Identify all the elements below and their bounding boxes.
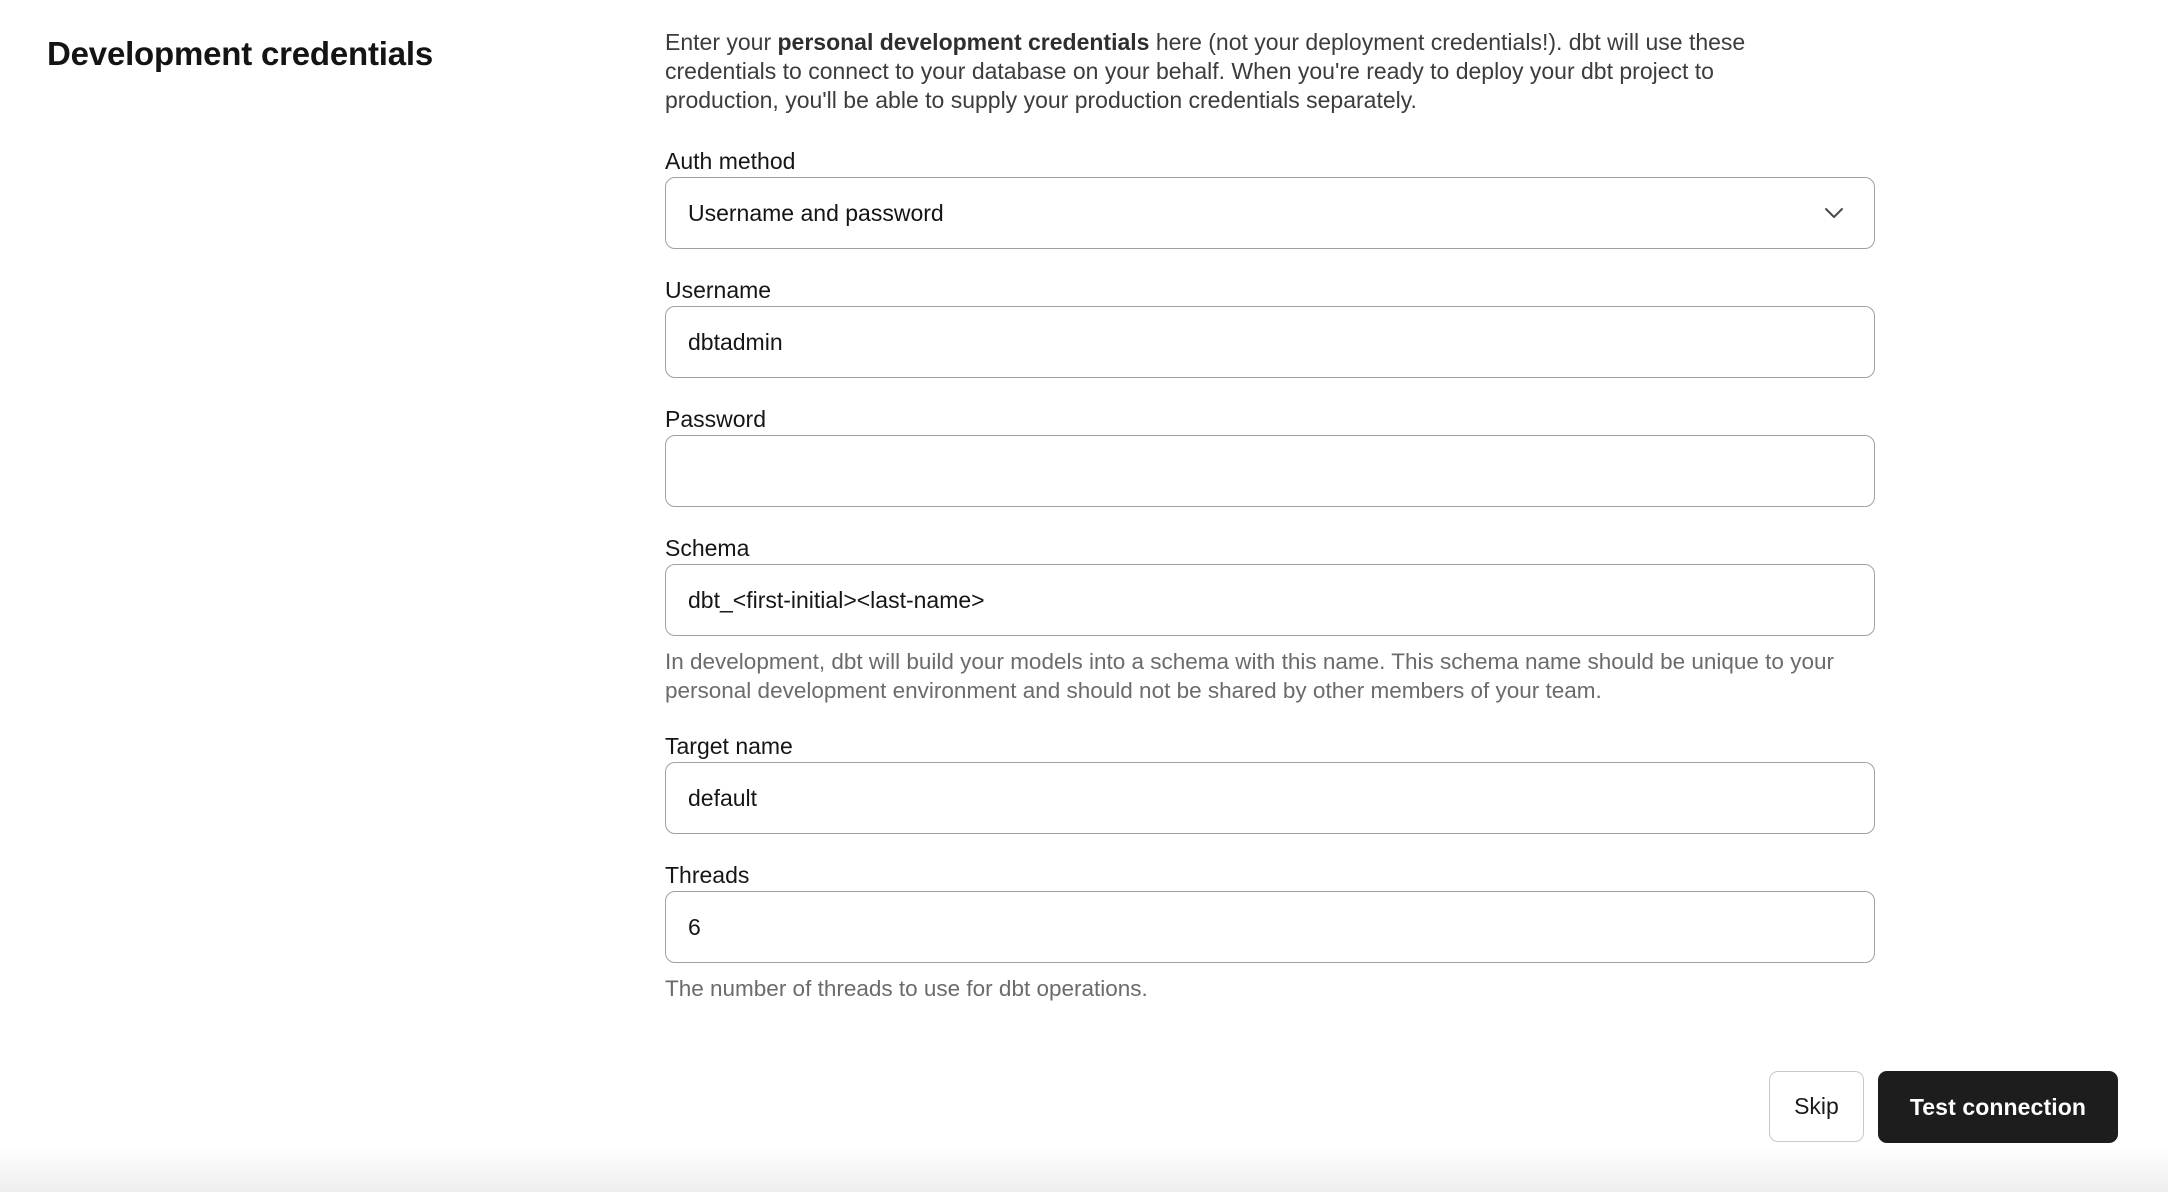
target-name-label: Target name [665, 733, 793, 759]
target-name-field-group [665, 733, 1875, 834]
threads-helper-text: The number of threads to use for dbt operations. [665, 976, 1148, 1001]
auth-method-label: Auth method [665, 148, 796, 174]
form-actions [1769, 1071, 2118, 1143]
username-field-group [665, 277, 1875, 378]
password-label: Password [665, 406, 766, 432]
schema-field-group [665, 535, 1875, 705]
threads-input[interactable] [665, 891, 1875, 963]
page-title: Development credentials [47, 35, 434, 72]
footer-gradient [0, 1146, 2168, 1192]
schema-input[interactable] [665, 564, 1875, 636]
credentials-form [665, 28, 1875, 1031]
password-field-group [665, 406, 1875, 507]
skip-button[interactable]: Skip [1769, 1071, 1864, 1142]
password-input[interactable] [665, 435, 1875, 507]
auth-method-field [665, 148, 1875, 249]
auth-method-select[interactable] [665, 177, 1875, 249]
chevron-down-icon [1824, 207, 1844, 219]
target-name-input[interactable] [665, 762, 1875, 834]
username-input[interactable] [665, 306, 1875, 378]
username-label: Username [665, 277, 772, 303]
description-text-pre: Enter your [665, 29, 778, 55]
threads-field-group [665, 862, 1875, 1003]
description-text-bold: personal development credentials [777, 29, 1150, 55]
threads-label: Threads [665, 862, 750, 888]
description-text-post: here (not your deployment credentials!). dbt will use these credentials to connect to your database on your behalf. When you're ready to deploy your dbt project to production, you'll be able to supply your production credentials separately. [665, 29, 1746, 113]
schema-label: Schema [665, 535, 750, 561]
schema-helper-text: In development, dbt will build your models into a schema with this name. This schema name should be unique to your personal development environment and should not be shared by other members of your team. [665, 649, 1834, 703]
auth-method-selected-value: Username and password [688, 199, 944, 226]
page-description [665, 28, 1833, 115]
section-title-column [47, 34, 647, 74]
test-connection-button[interactable]: Test connection [1878, 1071, 2118, 1143]
